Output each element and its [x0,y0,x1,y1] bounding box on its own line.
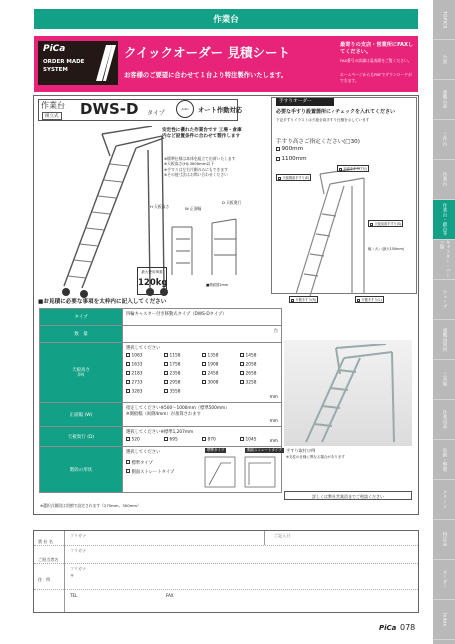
height-option-label: 3558 [169,389,181,395]
form-label-company: 貴 社 名 [38,539,53,544]
section-title: ■お見積に必要な事項を太枠内に記入してください [38,299,167,305]
form-furigana: フリガナ [70,566,87,571]
photo-caption-note: ※支柱の仕様に異なる場合があります [286,455,345,459]
callout-width: 幅（大）(最大150mm) [368,247,405,251]
tel-fax-input[interactable] [68,589,418,611]
side-tab[interactable]: 運搬用資材 [433,320,455,360]
handrail-height-1100: 1100mm [281,156,307,162]
form-zip: 〒 [70,573,75,578]
height-option[interactable] [126,362,142,368]
estimate-table [39,308,282,493]
checkbox[interactable] [240,380,244,384]
table-row-height [40,343,282,403]
shape-fig-label: 側面ストレートタイプ [247,448,282,452]
height-option[interactable] [240,380,256,386]
form-label-person: ご担当者名 [38,557,59,562]
height-option[interactable] [202,380,218,386]
callout-front-rail[interactable] [337,165,369,172]
auto-badge-icon: Auto [176,100,194,118]
form-date-label: ご記入日 [274,533,291,538]
side-tab[interactable]: 運搬台車 [433,80,455,120]
checkbox[interactable] [164,389,168,393]
shape-option-label: 側面ストレートタイプ [131,469,175,475]
checkbox[interactable] [370,223,373,226]
photo-caption: 手すり取付け例 [286,448,316,453]
logo-brand: PiCa [43,44,66,54]
height-option-label: 1358 [207,353,219,359]
handrail-height-option[interactable] [276,146,303,152]
qty-unit: 台 [273,328,278,334]
callout-side-rail[interactable] [276,174,311,181]
height-option[interactable] [164,362,180,368]
height-option-label: 2458 [207,371,219,377]
checkbox[interactable] [291,299,294,302]
height-option[interactable] [164,380,180,386]
page-number: 078 [400,623,416,632]
side-tab[interactable]: キャスター・パーツ類 [433,240,455,280]
pica-order-logo [38,41,118,85]
shape-cell [123,447,282,493]
side-tab-active[interactable]: 作業台・踏台等 [433,200,455,240]
checkbox[interactable] [357,299,360,302]
height-option-label: 3008 [207,380,219,386]
handrail-tag: 手すりオーダー [276,98,334,106]
shape-option-label: 標準タイプ [131,460,153,466]
height-option-label: 2958 [169,380,181,386]
depth-option-label: 695 [169,437,178,443]
table-label: 天板奥行 (D) [40,427,123,447]
height-option-label: 2183 [131,371,143,377]
height-option[interactable] [164,371,180,377]
height-option[interactable] [202,353,218,359]
depth-option-label: 520 [131,437,140,443]
form-label-tel: TEL [70,593,78,598]
load-capacity-value: 120kg [138,278,168,288]
width-instruction: 指定してください※500～1000mm（標準500mm） [126,405,230,411]
depth-option[interactable] [126,437,140,443]
side-tab[interactable]: 作業用品 [433,400,455,440]
height-option-label: 1908 [207,362,219,368]
checkbox[interactable] [202,380,206,384]
table-row-type [40,309,282,326]
checkbox[interactable] [276,157,280,161]
product-safety-text: 安定性に優れた作業台です 工場・倉庫内など設置条件に合わせて製作します [162,128,242,139]
depth-option[interactable] [240,437,256,443]
checkbox[interactable] [164,371,168,375]
table-footnote: ※選択式階段は別割で設定されます（275mm、300mm） [40,503,141,508]
depth-option[interactable] [164,437,178,443]
side-tab[interactable]: オーダー [433,560,455,600]
height-option-label: 2733 [131,380,143,386]
side-tab[interactable]: 特注品 [433,520,455,560]
banner-note: 最寄りの支店・営業所にFAXしてください。 [340,42,414,55]
height-option-label: 1158 [169,353,181,359]
footer-brand: PiCa [379,624,397,632]
height-option[interactable] [164,353,180,359]
banner-title: クイックオーダー 見積シート [124,45,290,60]
height-option[interactable] [126,353,142,359]
load-capacity-box [137,267,167,295]
table-row-qty [40,326,282,343]
dimension-diagram [164,205,248,285]
handrail-instruction: 必要な手すり設置箇所に✓チェックを入れてください [276,109,396,115]
callout-left-rail[interactable] [355,296,384,303]
checkbox[interactable] [164,437,168,441]
height-option[interactable] [164,389,180,395]
checkbox[interactable] [126,469,130,473]
handrail-instruction-note: 下記手すりイラストは天板全周手すり仕様を示しています [276,118,370,122]
height-options-cell [123,343,282,403]
handrail-height-option[interactable] [276,156,307,162]
shape-fig-label: 標準タイプ [207,448,225,452]
checkbox[interactable] [126,460,130,464]
product-note: ※標準仕様は本体を組立て出荷いたします [164,156,236,161]
depth-option-label: 870 [207,437,216,443]
shape-select-label: 選択してください [126,449,161,455]
banner-subtitle: お客様のご要望に合わせて１台より特注製作いたします。 [124,72,288,79]
height-option[interactable] [126,389,142,395]
side-tab[interactable]: ウェーブ [433,280,455,320]
product-notes [164,156,240,178]
width-note: ※側板幅（両側4mm）が加算されます [126,411,201,417]
form-label-fax: FAX [166,593,174,598]
auto-badge-label: オート作動対応 [198,107,243,114]
product-model-suffix: タイプ [147,110,165,117]
form-label-address: 住 所 [38,577,51,582]
checkbox[interactable] [164,353,168,357]
handrail-height-label: 手すり高さご指定ください(□30) [276,139,360,145]
load-capacity-label: 最大使用荷重 [141,270,163,274]
checkbox[interactable] [164,362,168,366]
side-tab[interactable]: 作業台 [433,160,455,200]
callout-top-rail[interactable] [368,220,403,227]
height-option[interactable] [240,371,256,377]
person-input[interactable] [68,545,418,563]
height-option[interactable] [202,362,218,368]
depth-cell [123,427,282,447]
table-label: 数 量 [40,326,123,343]
stair-shape-diagram [203,455,279,489]
side-tab[interactable]: クリーン [433,480,455,520]
checkbox[interactable] [164,380,168,384]
side-tab-bar [433,0,455,644]
table-label: 階段の形状 [40,447,123,493]
height-option-label: 1458 [245,353,257,359]
form-furigana: フリガナ [70,548,87,553]
height-option-label: 2658 [245,371,257,377]
pattern-label: ■側面図2mm [206,283,229,287]
side-tab[interactable]: 台車 [433,40,455,80]
checkbox[interactable] [126,389,130,393]
height-option[interactable] [240,362,256,368]
width-cell[interactable] [123,403,282,427]
height-select-label: 選択してください [126,345,161,351]
side-tab[interactable]: 工作台 [433,120,455,160]
form-furigana: フリガナ [70,533,87,538]
product-model: DWS-D [80,100,139,118]
product-subcategory: 組立式 [42,112,62,120]
customer-form [33,530,419,613]
checkbox[interactable] [240,437,244,441]
checkbox[interactable] [240,362,244,366]
dim-h-label: H 天板高さ [150,204,170,209]
page-title: 作業台 [213,15,239,25]
type-value: 四輪キャスター付き移動式タイプ（DWS-Dタイプ） [123,309,282,326]
product-category: 作業台 [41,101,65,110]
logo-line: SYSTEM [43,67,68,73]
address-input[interactable] [68,563,418,589]
banner-note: ホームページからもPDFでダウンロードができます。 [340,72,412,83]
callout-text: 天板前面手すり(S) [374,222,402,226]
checkbox[interactable] [339,168,342,171]
table-label-height [40,343,123,403]
height-option-label: 2358 [169,371,181,377]
checkbox[interactable] [202,437,206,441]
callout-text: 片側手すり(L) [361,298,382,302]
checkbox[interactable] [202,362,206,366]
page-header [34,9,418,29]
table-row-shape [40,447,282,493]
checkbox[interactable] [202,371,206,375]
product-note: ※その他寸法はお問い合わせください [164,172,228,178]
height-option-label: 2058 [245,362,257,368]
table-label: タイプ [40,309,123,326]
height-option-label: 3258 [245,380,257,386]
side-tab-index[interactable]: Index [433,600,455,640]
height-option[interactable] [240,353,256,359]
width-unit: mm [269,419,278,424]
side-tab-topics[interactable]: TOPICS [433,0,455,40]
product-note: ※天板高さ(H):3000mm以下 [164,161,215,167]
checkbox[interactable] [278,177,281,180]
height-option-label: 1633 [131,362,143,368]
height-option[interactable] [126,371,142,377]
height-option[interactable] [202,371,218,377]
qty-input[interactable] [123,326,282,343]
checkbox[interactable] [276,147,280,151]
banner-note: FAX番号の詳細は裏表紙をご覧ください。 [340,58,412,63]
logo-slash-icon [96,45,116,81]
handrail-photo-illustration [296,344,400,444]
checkbox[interactable] [126,380,130,384]
depth-option[interactable] [202,437,216,443]
callout-right-rail[interactable] [289,296,318,303]
handrail-illustration [290,164,370,296]
photo-note: 詳しくは弊社営業員までご相談ください [284,491,412,500]
table-row-depth [40,427,282,447]
checkbox[interactable] [126,371,130,375]
depth-unit: mm [269,439,278,444]
checkbox[interactable] [240,353,244,357]
height-option-label: 1758 [169,362,181,368]
handrail-height-900: 900mm [281,146,304,152]
side-tab[interactable]: 収納・整理 [433,440,455,480]
callout-text: 前面手すり(T付) [343,167,368,171]
table-row-width [40,403,282,427]
dim-d-label: D 天板奥行 [222,200,242,205]
callout-text: 天板側面手すり(E) [282,176,310,180]
checkbox[interactable] [126,362,130,366]
height-option[interactable] [126,380,142,386]
table-label: 正面幅 (W) [40,403,123,427]
height-option-label: 3283 [131,389,143,395]
logo-line: ORDER MADE [43,59,85,65]
checkbox[interactable] [126,437,130,441]
checkbox[interactable] [202,353,206,357]
height-option-label: 1083 [131,353,143,359]
table-label: 天板高さ [72,368,90,373]
dim-w-label: W 正面幅 [185,206,202,211]
depth-option-label: 1045 [245,437,257,443]
height-unit: mm [269,395,278,400]
product-note: ※手すりは左右片側のみにもできます [164,166,228,172]
depth-select-label: 選択してください※標準1,207mm [126,429,194,435]
callout-text: 片側手すり(R) [295,298,317,302]
checkbox[interactable] [240,371,244,375]
side-tab[interactable]: 工具類 [433,360,455,400]
table-label-sub: (H) [77,373,85,378]
checkbox[interactable] [126,353,130,357]
